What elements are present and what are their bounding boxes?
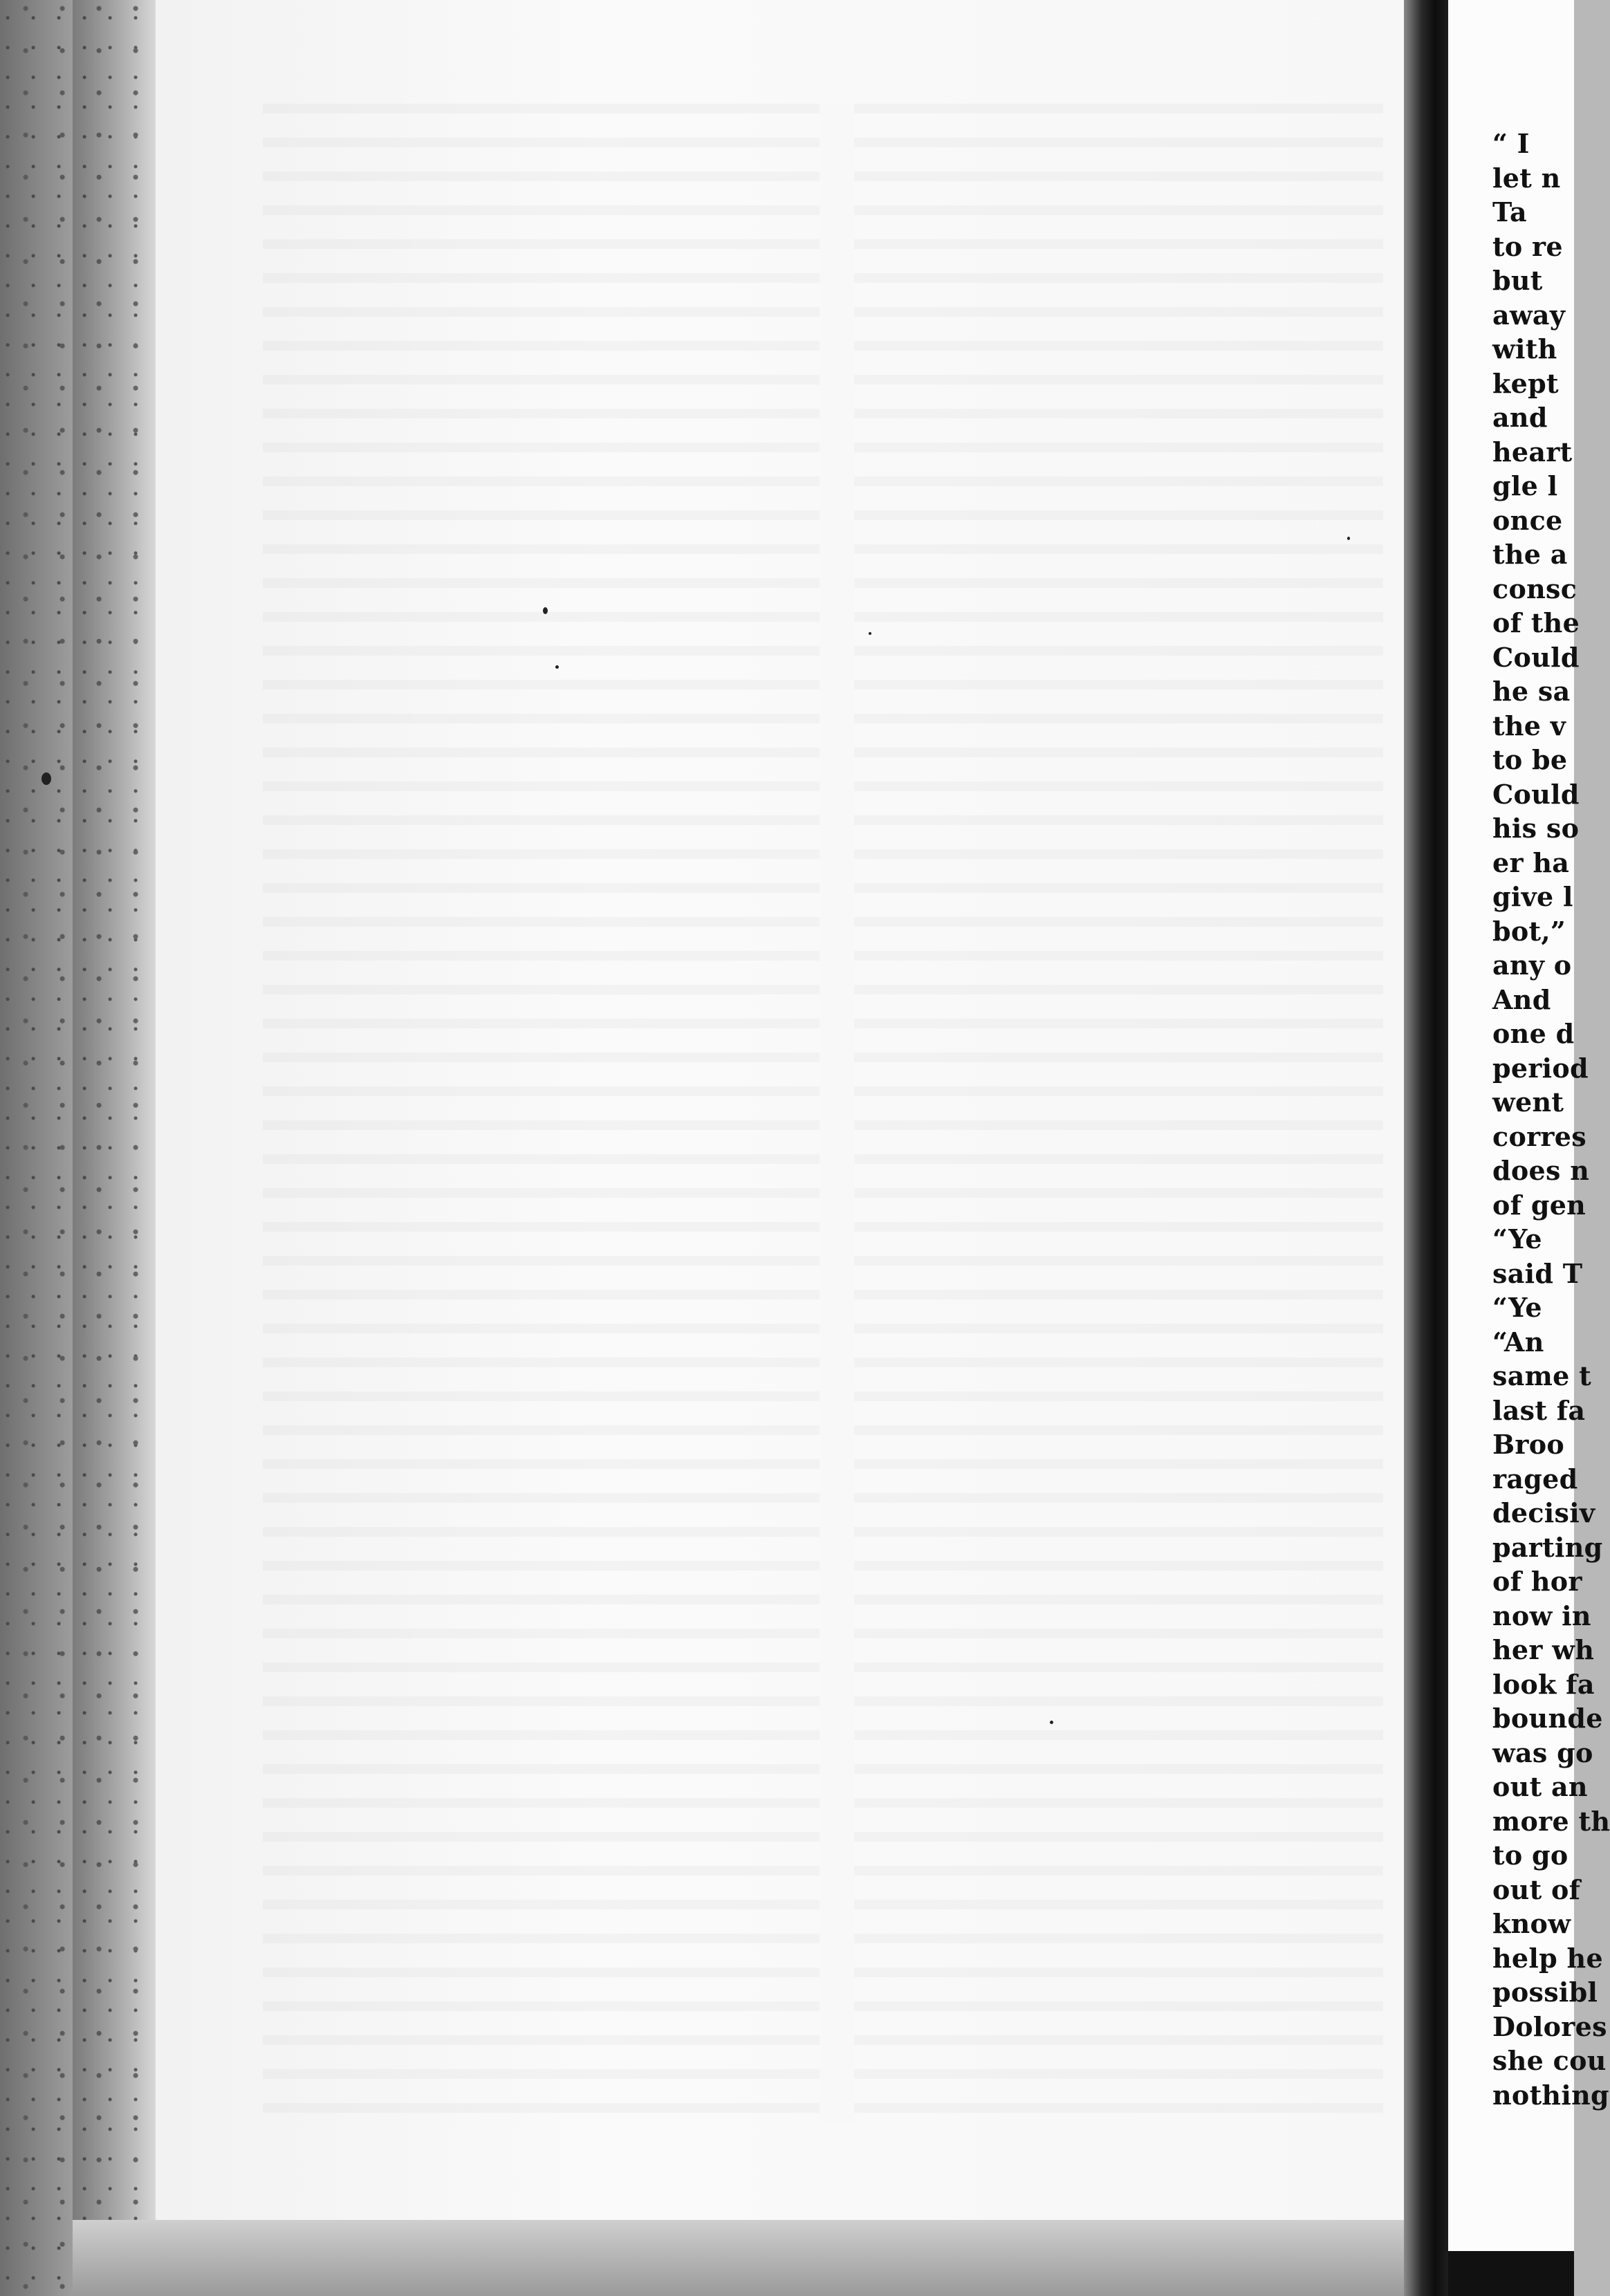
text-line: more th — [1492, 1805, 1610, 1837]
right-page-fragment — [1448, 0, 1610, 2251]
text-line: give l — [1492, 881, 1573, 912]
text-line: heart — [1492, 436, 1573, 467]
text-line: and — [1492, 402, 1548, 433]
right-page-text-column — [1492, 127, 1610, 2112]
text-line: let n — [1492, 162, 1561, 194]
text-line: the v — [1492, 710, 1566, 741]
text-line: kept — [1492, 367, 1559, 399]
text-line: out an — [1492, 1771, 1588, 1802]
text-line: went — [1492, 1086, 1564, 1118]
text-line: Dolores — [1492, 2010, 1607, 2042]
text-line: but — [1492, 265, 1543, 296]
text-line: of the — [1492, 607, 1580, 638]
text-line: with — [1492, 333, 1557, 364]
show-through-column-gap — [820, 104, 854, 2123]
text-line: now in — [1492, 1600, 1591, 1631]
dust-speck — [1347, 537, 1350, 540]
text-line: to go — [1492, 1840, 1569, 1871]
text-line: period — [1492, 1052, 1589, 1084]
text-line: er ha — [1492, 846, 1570, 878]
text-line: “Ye — [1492, 1223, 1542, 1255]
text-line: help he — [1492, 1942, 1603, 1974]
text-line: Broo — [1492, 1429, 1565, 1460]
page-bottom-edge — [73, 2220, 1456, 2296]
text-line: possibl — [1492, 1976, 1598, 2008]
text-line: he sa — [1492, 676, 1571, 707]
text-line: parting — [1492, 1531, 1603, 1563]
text-line: she cou — [1492, 2045, 1607, 2076]
text-line: to re — [1492, 230, 1563, 262]
text-line: “Ye — [1492, 1292, 1542, 1323]
text-line: And — [1492, 983, 1551, 1015]
dust-speck — [41, 772, 51, 785]
page-stack-shadow — [73, 0, 156, 2296]
text-line: any o — [1492, 950, 1572, 981]
text-line: know — [1492, 1908, 1571, 1939]
dust-speck — [1050, 1721, 1053, 1724]
text-line: raged — [1492, 1463, 1578, 1494]
text-line: of hor — [1492, 1566, 1582, 1597]
text-line: once — [1492, 504, 1563, 536]
text-line: consc — [1492, 573, 1577, 604]
text-line: to be — [1492, 744, 1568, 775]
text-line: Could — [1492, 778, 1580, 810]
text-line: said T — [1492, 1257, 1583, 1289]
text-line: bot,” — [1492, 915, 1566, 947]
book-gutter — [1404, 0, 1448, 2296]
text-line: same t — [1492, 1360, 1591, 1391]
text-line: of gen — [1492, 1189, 1586, 1221]
text-line: was go — [1492, 1737, 1593, 1768]
text-line: corres — [1492, 1120, 1586, 1152]
dust-speck — [869, 632, 871, 635]
text-line: his so — [1492, 813, 1580, 844]
text-line: “An — [1492, 1326, 1544, 1358]
dust-speck — [543, 607, 548, 614]
dust-speck — [555, 665, 559, 669]
right-page-bottom-edge — [1448, 2251, 1574, 2296]
text-line: does n — [1492, 1155, 1590, 1186]
text-line: one d — [1492, 1018, 1575, 1049]
text-line: look fa — [1492, 1668, 1595, 1700]
text-line: last fa — [1492, 1394, 1586, 1426]
text-line: gle l — [1492, 470, 1558, 501]
text-line: Ta — [1492, 196, 1527, 228]
text-line: bounde — [1492, 1703, 1603, 1734]
text-line: her wh — [1492, 1634, 1595, 1665]
text-line: “ I — [1492, 128, 1530, 159]
text-line: decisiv — [1492, 1497, 1595, 1528]
text-line: the a — [1492, 539, 1568, 570]
text-line: out of — [1492, 1873, 1581, 1905]
text-line: away — [1492, 299, 1566, 331]
text-line: nothing — [1492, 2079, 1609, 2111]
text-line: Could — [1492, 641, 1580, 673]
